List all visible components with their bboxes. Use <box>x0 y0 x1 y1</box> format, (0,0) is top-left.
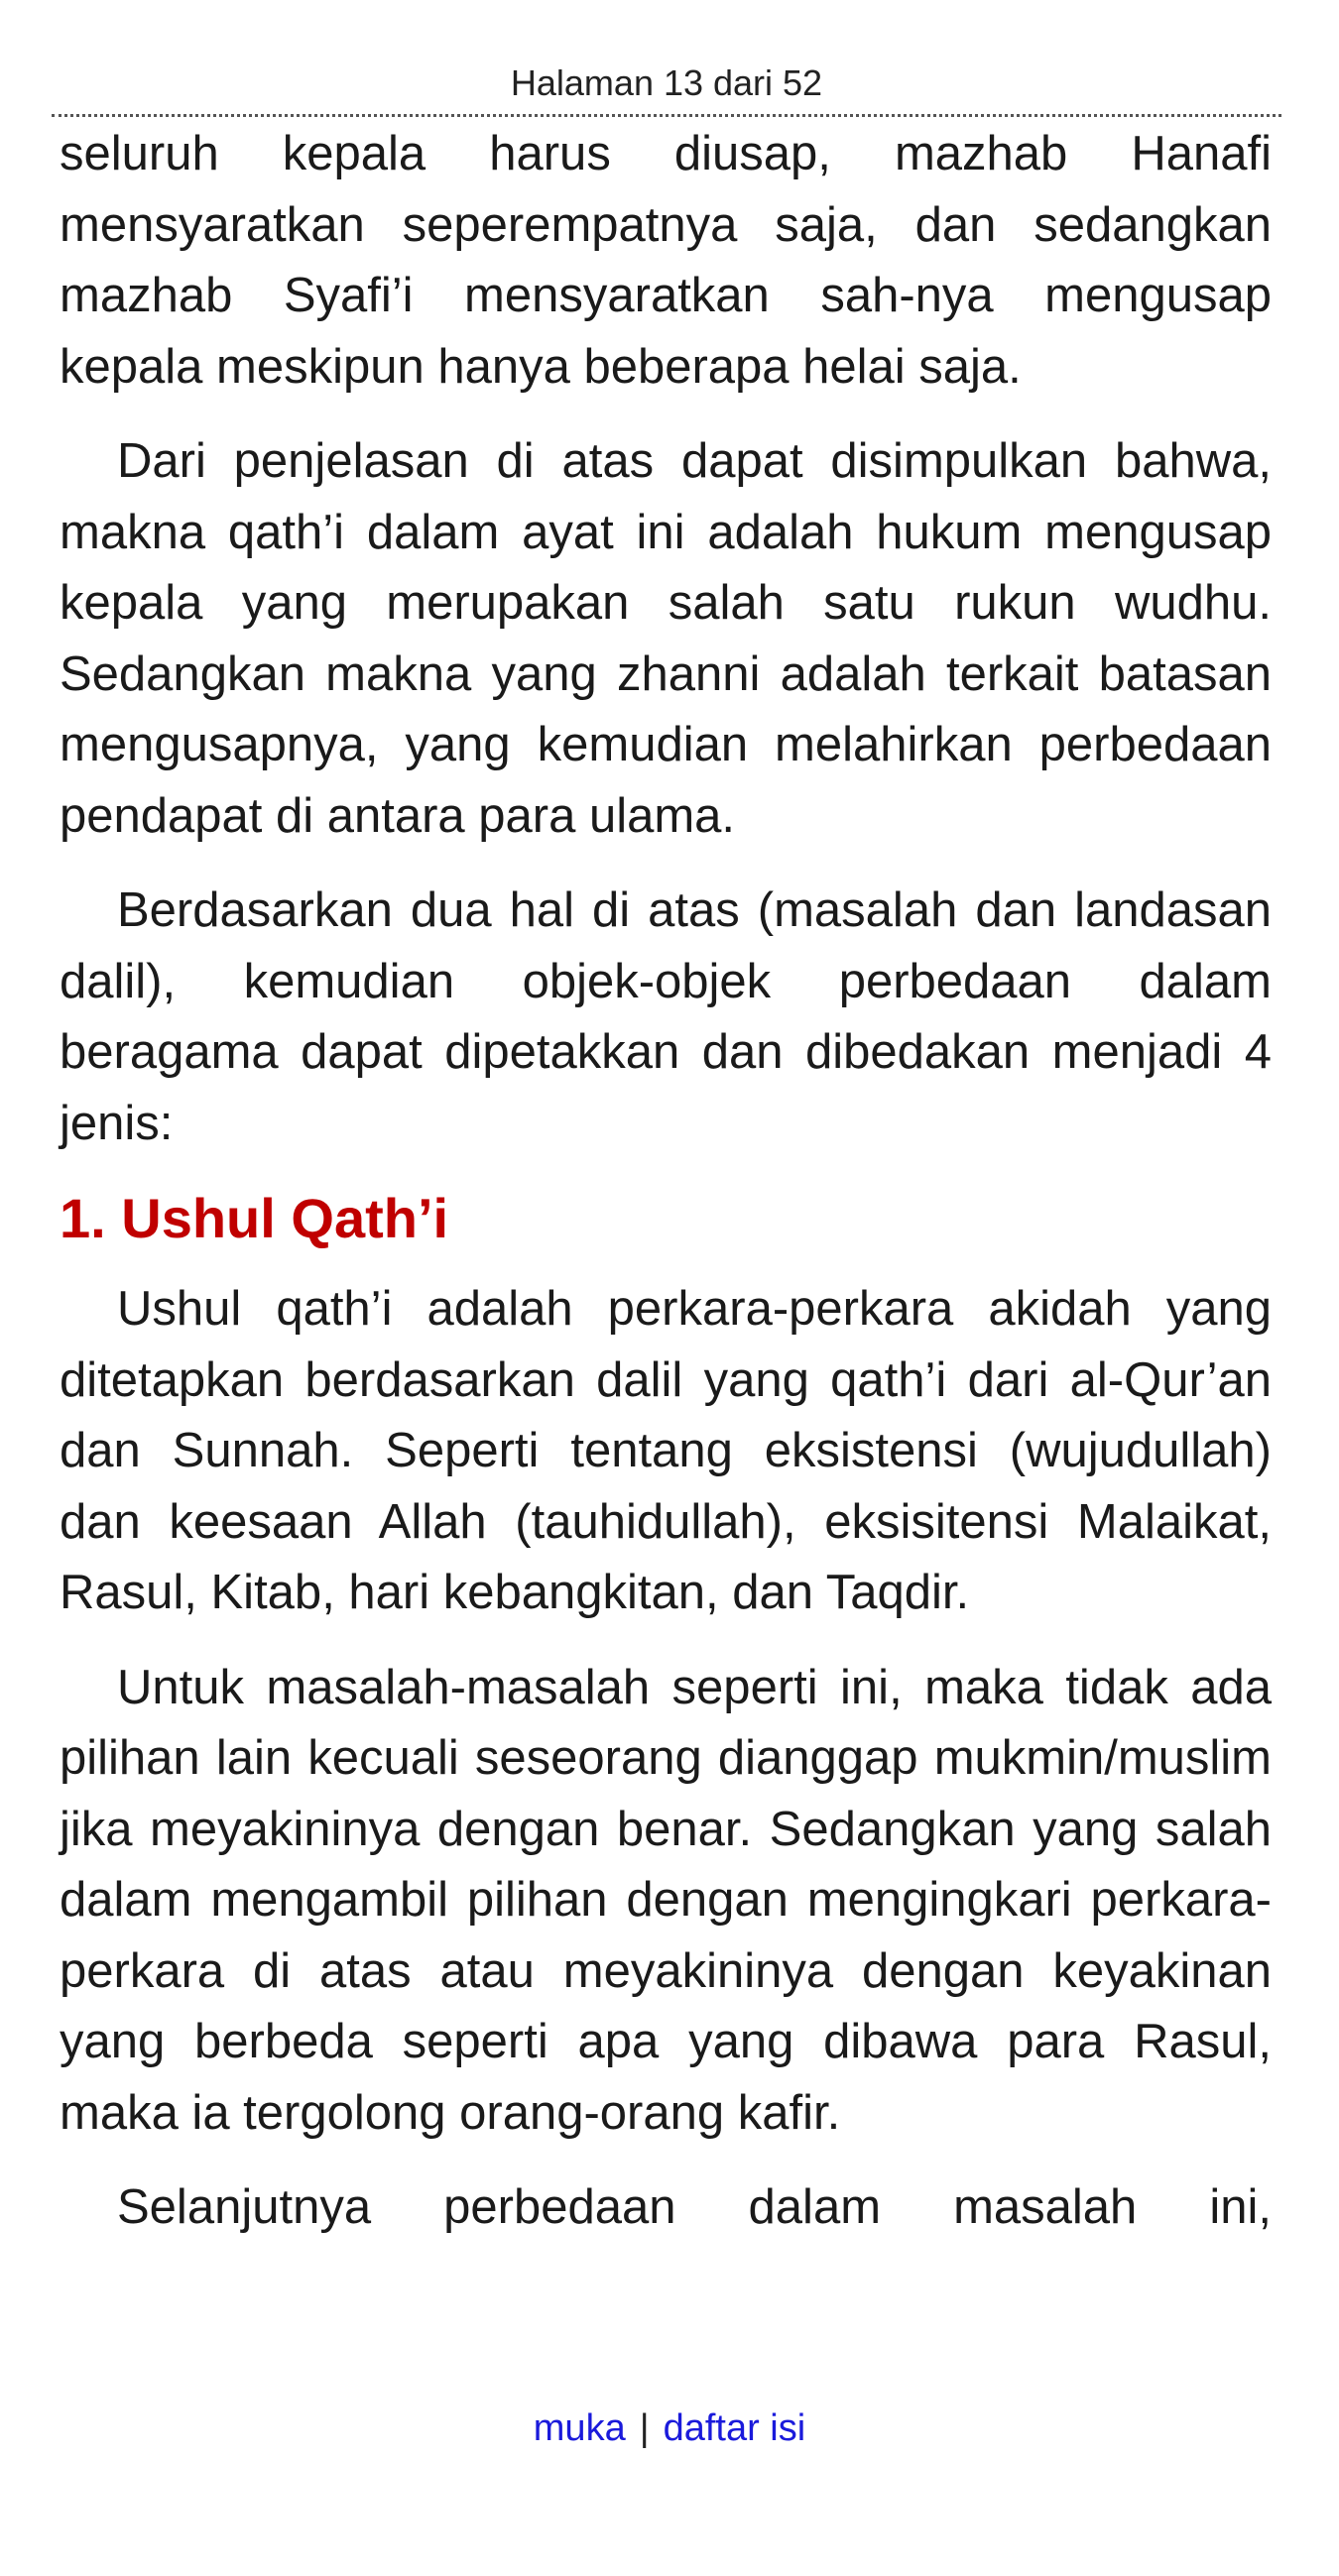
nav-separator: | <box>639 2407 650 2449</box>
paragraph-ushul-qathi-ruling: Untuk masalah-masalah seperti ini, maka tidak ada pilihan lain kecuali seseorang dianggap mukmin/muslim jika meyakininya dengan benar. Sedangkan yang salah dalam mengambil pilihan dengan mengingkari perkara-perkara di atas atau meyakininya dengan keyakinan yang berbeda seperti apa yang dibawa para Rasul, maka ia tergolong orang-orang kafir. <box>60 1660 1272 2140</box>
table-of-contents-link[interactable]: daftar isi <box>663 2407 806 2449</box>
page-number-header <box>52 58 1281 117</box>
home-link[interactable]: muka <box>533 2407 626 2449</box>
paragraph-ushul-qathi-definition: Ushul qath’i adalah perkara-perkara akidah yang ditetapkan berdasarkan dalil yang qath’i dari al-Qur’an dan Sunnah. Seperti tentang eksistensi (wujudullah) dan keesaan Allah (tauhidullah), eksisitensi Malaikat, Rasul, Kitab, hari kebangkitan, dan Taqdir. <box>60 1282 1272 1619</box>
paragraph-conclusion: Dari penjelasan di atas dapat disimpulkan bahwa, makna qath’i dalam ayat ini adalah hukum mengusap kepala yang merupakan salah satu rukun wudhu. Sedangkan makna yang zhanni adalah terkait batasan mengusapnya, yang kemudian melahirkan perbedaan pendapat di antara para ulama. <box>60 434 1272 843</box>
paragraph-continuation: seluruh kepala harus diusap, mazhab Hanafi mensyaratkan seperempatnya saja, dan sedangkan mazhab Syafi’i mensyaratkan sah-nya mengusap kepala meskipun hanya beberapa helai saja. <box>60 127 1272 394</box>
footer-navigation <box>0 2403 1339 2453</box>
document-body <box>60 119 1272 2244</box>
section-heading-ushul-qathi: 1. Ushul Qath’i <box>60 1187 449 1249</box>
paragraph-continued-next-page: Selanjutnya perbedaan dalam masalah ini, <box>117 2180 1272 2234</box>
paragraph-classification-intro: Berdasarkan dua hal di atas (masalah dan landasan dalil), kemudian objek-objek perbedaan dalam beragama dapat dipetakkan dan dibedakan menjadi 4 jenis: <box>60 883 1272 1150</box>
page-indicator: Halaman 13 dari 52 <box>510 62 823 103</box>
